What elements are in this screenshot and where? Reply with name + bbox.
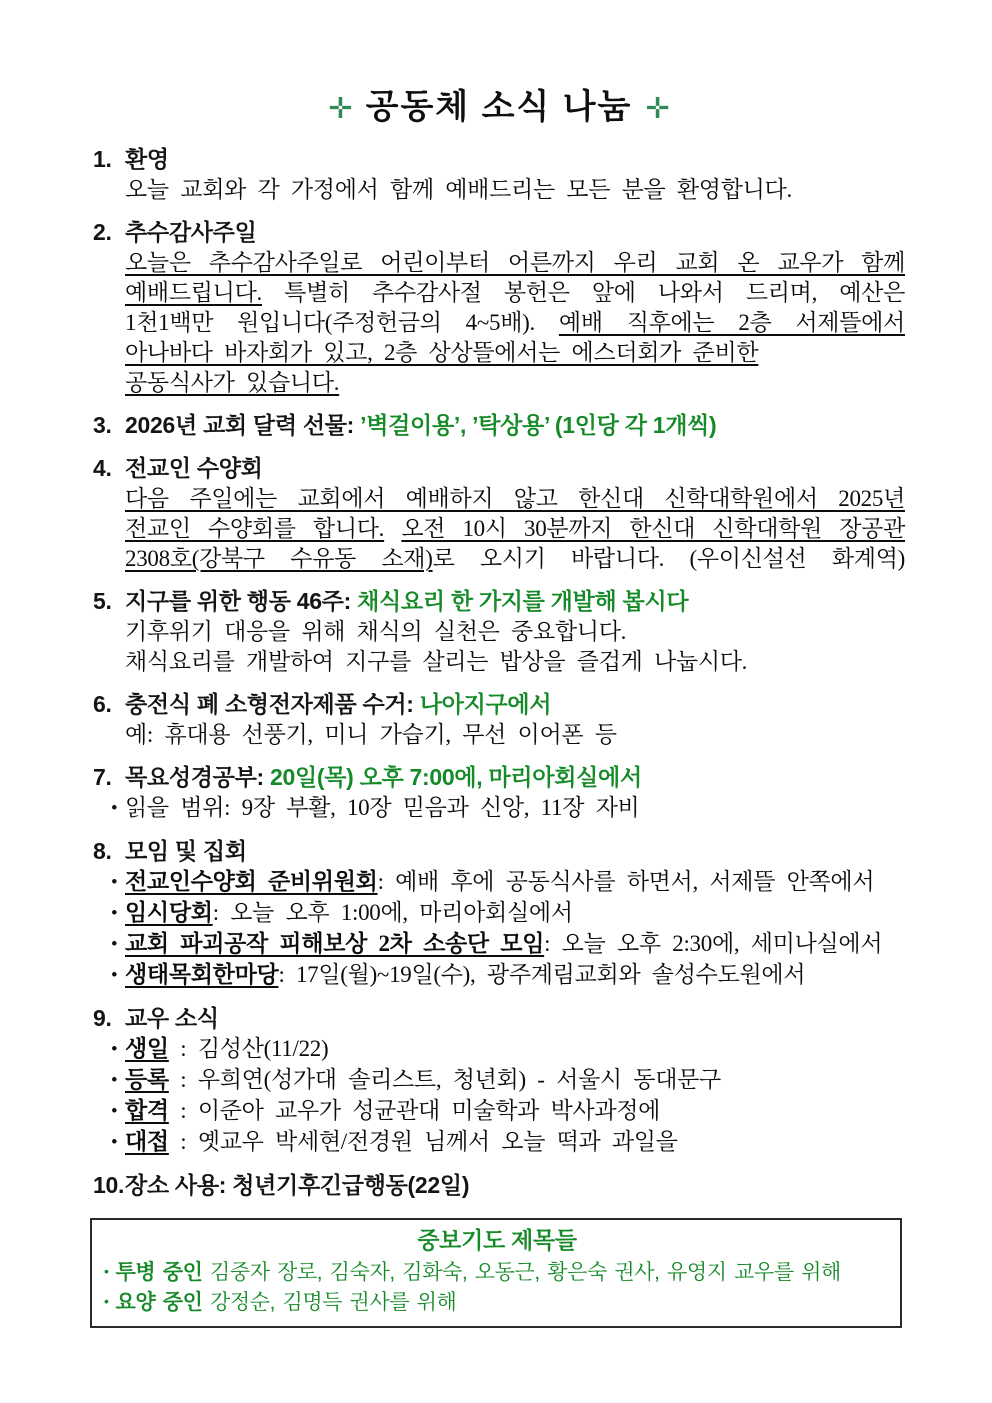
section-number: 6.: [93, 691, 112, 717]
body-line: [125, 617, 905, 647]
text-run: 대접: [125, 1129, 169, 1154]
section-heading: [93, 689, 905, 720]
section-heading-text: [125, 586, 688, 617]
prayer-box: [90, 1218, 902, 1328]
text-run: 등록: [125, 1067, 169, 1092]
section-body: [93, 484, 905, 574]
text-run: 2308호(강북구 수유동 소재): [125, 546, 433, 571]
prayer-item: [104, 1287, 890, 1317]
body-line: [111, 1096, 905, 1127]
body-line: [125, 544, 905, 574]
section: [93, 586, 905, 677]
text-run: 모임 및 집회: [125, 838, 247, 864]
prayer-item-label: 투병 중인: [115, 1261, 210, 1284]
text-run: : 옛교우 박세현/전경원 님께서 오늘 떡과 과일을: [168, 1129, 678, 1154]
body-line: [125, 175, 905, 205]
body-line: [125, 338, 905, 368]
text-run: 추수감사주일: [125, 219, 257, 245]
body-line: [125, 248, 905, 278]
bullet-icon: •: [111, 1039, 118, 1060]
bullet-icon: •: [111, 1132, 118, 1153]
text-run: 오늘 교회와 각 가정에서 함께 예배드리는 모든 분을 환영합니다.: [125, 177, 792, 202]
bullet-icon: •: [111, 965, 118, 986]
text-run: 예: 휴대용 선풍기, 미니 가습기, 무선 이어폰 등: [125, 722, 617, 747]
text-run: 공동식사가 있습니다.: [125, 370, 340, 395]
section-number: 4.: [93, 455, 112, 481]
section-body: [93, 617, 905, 677]
section-heading-text: [125, 1003, 219, 1034]
body-line: [125, 484, 905, 514]
cross-icon: ✛: [645, 93, 670, 125]
body-line: [125, 720, 905, 750]
text-run: 목요성경공부:: [125, 764, 270, 790]
text-run: 다음 주일에는 교회에서 예배하지 않고 한신대 신학대학원에서 2025년: [125, 486, 905, 511]
section-body: [93, 793, 905, 824]
section-body: [93, 175, 905, 205]
text-run: 특별히 추수감사절 봉헌은 앞에 나와서 드리며, 예산은: [261, 280, 905, 305]
text-run: 충전식 폐 소형전자제품 수거:: [125, 691, 420, 717]
section: [93, 836, 905, 991]
body-line: [111, 1065, 905, 1096]
section-heading: [93, 586, 905, 617]
section: [93, 1170, 905, 1201]
text-run: 교회 파괴공작 피해보상 2차 소송단 모임: [125, 931, 545, 956]
section: [93, 689, 905, 750]
section-heading: [93, 410, 905, 441]
text-run: 오전 10시 30분까지 한신대 신학대학원 장공관: [401, 516, 905, 541]
bullet-icon: •: [104, 1263, 109, 1279]
section-heading-text: [125, 1170, 469, 1201]
bullet-icon: •: [111, 934, 118, 955]
cross-icon: ✛: [328, 93, 353, 125]
prayer-item-text: 강정순, 김명득 권사를 위해: [209, 1291, 457, 1314]
section-body: [93, 248, 905, 398]
text-run: : 김성산(11/22): [168, 1036, 329, 1061]
bullet-icon: •: [104, 1293, 109, 1309]
bullet-icon: •: [111, 903, 118, 924]
section-number: 7.: [93, 764, 112, 790]
body-line: [125, 278, 905, 308]
section-heading-text: [125, 453, 263, 484]
prayer-items: [104, 1257, 890, 1317]
section-heading: [93, 762, 905, 793]
section-heading: [93, 1170, 905, 1201]
body-line: [125, 308, 905, 338]
text-run: : 이준아 교우가 성균관대 미술학과 박사과정에: [168, 1098, 661, 1123]
text-run: 생태목회한마당: [125, 962, 279, 987]
section: [93, 453, 905, 574]
body-line: [111, 793, 905, 824]
prayer-box-title: 중보기도 제목들: [417, 1227, 577, 1253]
bullet-icon: •: [111, 872, 118, 893]
text-run: 1천1백만 원입니다(주정헌금의 4~5배).: [125, 310, 559, 335]
text-run: 채식요리를 개발하여 지구를 살리는 밥상을 즐겁게 나눕시다.: [125, 649, 748, 674]
section: [93, 410, 905, 441]
section-heading: [93, 1003, 905, 1034]
text-run: 20일(목) 오후 7:00에, 마리아회실에서: [269, 764, 642, 790]
section-heading-text: [125, 836, 247, 867]
body-line: [111, 898, 905, 929]
text-run: 장소 사용: 청년기후긴급행동(22일): [125, 1172, 470, 1198]
text-run: 전교인 수양회를 합니다.: [125, 516, 385, 541]
bullet-icon: •: [111, 798, 118, 819]
body-line: [111, 929, 905, 960]
section: [93, 762, 905, 824]
section-number: 9.: [93, 1005, 112, 1031]
body-line: [125, 647, 905, 677]
body-line: [111, 960, 905, 991]
section-number: 1.: [93, 146, 112, 172]
body-line: [111, 1034, 905, 1065]
prayer-item-label: 요양 중인: [115, 1291, 210, 1314]
section-number: 8.: [93, 838, 112, 864]
text-run: : 우희연(성가대 솔리스트, 청년회) - 서울시 동대문구: [168, 1067, 721, 1092]
section-number: 2.: [93, 219, 112, 245]
text-run: 임시당회: [125, 900, 213, 925]
prayer-item: [104, 1257, 890, 1287]
section-number: 10.: [93, 1172, 125, 1198]
text-run: 전교인수양회 준비위원회: [125, 869, 378, 894]
text-run: 채식요리 한 가지를 개발해 봅시다: [357, 588, 689, 614]
text-run: : 17일(월)~19일(수), 광주계림교회와 솔성수도원에서: [278, 962, 806, 987]
section: [93, 144, 905, 205]
text-run: 예배 직후에는 2층 서제뜰에서: [558, 310, 905, 335]
section: [93, 217, 905, 398]
section-body: [93, 867, 905, 991]
section-heading: [93, 836, 905, 867]
section-heading-text: [125, 762, 642, 793]
text-run: 환영: [125, 146, 169, 172]
section-body: [93, 720, 905, 750]
prayer-item-text: 김중자 장로, 김숙자, 김화숙, 오동근, 황은숙 권사, 유영지 교우를 위해: [209, 1261, 841, 1284]
body-line: [125, 514, 905, 544]
section-heading: [93, 453, 905, 484]
text-run: 오늘은 추수감사주일로 어린이부터 어른까지 우리 교회 온 교우가 함께: [125, 250, 905, 275]
section: [93, 1003, 905, 1158]
text-run: : 오늘 오후 1:00에, 마리아회실에서: [212, 900, 573, 925]
text-run: 전교인 수양회: [125, 455, 263, 481]
section-heading-text: [125, 144, 169, 175]
page-title: [93, 84, 905, 132]
section-heading: [93, 217, 905, 248]
text-run: 읽을 범위: 9장 부활, 10장 믿음과 신앙, 11장 자비: [125, 795, 640, 820]
body-line: [111, 867, 905, 898]
section-number: 3.: [93, 412, 112, 438]
body-line: [125, 368, 905, 398]
text-run: 생일: [125, 1036, 169, 1061]
text-run: 아나바다 바자회가 있고, 2층 상상뜰에서는 에스더회가 준비한: [125, 340, 759, 365]
body-line: [111, 1127, 905, 1158]
section-heading-text: [125, 410, 716, 441]
text-run: 교우 소식: [125, 1005, 219, 1031]
text-run: 기후위기 대응을 위해 채식의 실천은 중요합니다.: [125, 619, 627, 644]
section-heading: [93, 144, 905, 175]
section-body: [93, 1034, 905, 1158]
text-run: 로 오시기 바랍니다. (우이신설선 화계역): [432, 546, 905, 571]
section-number: 5.: [93, 588, 112, 614]
sections: [93, 144, 905, 1201]
section-heading-text: [125, 217, 257, 248]
text-run: 지구를 위한 행동 46주:: [125, 588, 358, 614]
text-run: 나아지구에서: [419, 691, 552, 717]
section-heading-text: [125, 689, 551, 720]
text-run: [384, 516, 401, 541]
text-run: : 오늘 오후 2:30에, 세미나실에서: [544, 931, 883, 956]
text-run: 합격: [125, 1098, 169, 1123]
text-run: ’벽걸이용’, ’탁상용’ (1인당 각 1개씩): [360, 412, 717, 438]
text-run: 2026년 교회 달력 선물:: [125, 412, 361, 438]
text-run: : 예배 후에 공동식사를 하면서, 서제뜰 안쪽에서: [377, 869, 875, 894]
page-title-text: 공동체 소식 나눔: [365, 88, 633, 126]
bullet-icon: •: [111, 1101, 118, 1122]
text-run: 예배드립니다.: [125, 280, 262, 305]
bullet-icon: •: [111, 1070, 118, 1091]
